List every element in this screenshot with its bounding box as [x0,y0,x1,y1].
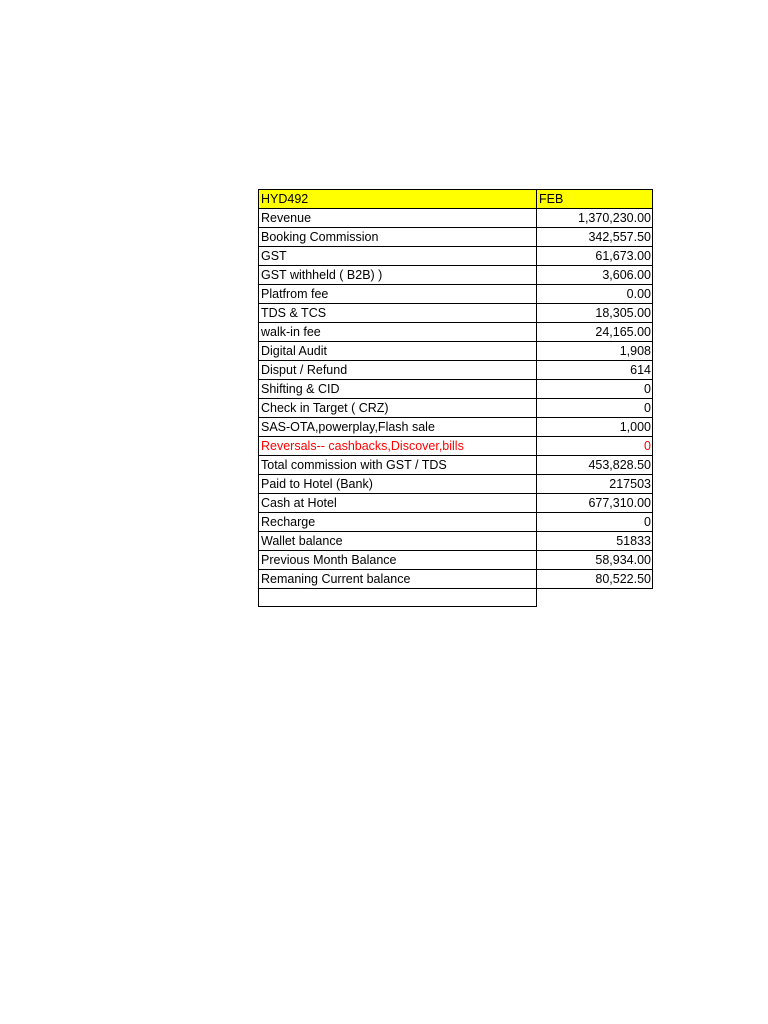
row-label-check-in-target[interactable]: Check in Target ( CRZ) [259,399,537,418]
table-row [259,570,653,589]
row-value-previous-month-balance[interactable]: 58,934.00 [537,551,653,570]
row-label-gst-withheld[interactable]: GST withheld ( B2B) ) [259,266,537,285]
table-row [259,266,653,285]
row-value-total-commission[interactable]: 453,828.50 [537,456,653,475]
row-value-disput-refund[interactable]: 614 [537,361,653,380]
table-row [259,247,653,266]
row-value-shifting-cid[interactable]: 0 [537,380,653,399]
row-value-tds-tcs[interactable]: 18,305.00 [537,304,653,323]
header-label-cell[interactable]: HYD492 [259,190,537,209]
table-row [259,285,653,304]
row-value-reversals[interactable]: 0 [537,437,653,456]
row-label-shifting-cid[interactable]: Shifting & CID [259,380,537,399]
table-row [259,399,653,418]
row-value-check-in-target[interactable]: 0 [537,399,653,418]
row-value-recharge[interactable]: 0 [537,513,653,532]
row-value-paid-to-hotel[interactable]: 217503 [537,475,653,494]
row-label-walk-in-fee[interactable]: walk-in fee [259,323,537,342]
row-label-reversals[interactable]: Reversals-- cashbacks,Discover,bills [259,437,537,456]
table-row [259,532,653,551]
table-row [259,228,653,247]
empty-row [259,589,653,607]
row-label-digital-audit[interactable]: Digital Audit [259,342,537,361]
table-row [259,418,653,437]
table-row [259,456,653,475]
row-value-gst[interactable]: 61,673.00 [537,247,653,266]
row-value-remaining-current-balance[interactable]: 80,522.50 [537,570,653,589]
table-row [259,323,653,342]
row-value-walk-in-fee[interactable]: 24,165.00 [537,323,653,342]
row-value-platform-fee[interactable]: 0.00 [537,285,653,304]
row-label-paid-to-hotel[interactable]: Paid to Hotel (Bank) [259,475,537,494]
table-row [259,304,653,323]
row-value-wallet-balance[interactable]: 51833 [537,532,653,551]
empty-label-cell[interactable] [259,589,537,607]
table-row [259,475,653,494]
table-row [259,551,653,570]
row-value-cash-at-hotel[interactable]: 677,310.00 [537,494,653,513]
row-value-revenue[interactable]: 1,370,230.00 [537,209,653,228]
row-label-cash-at-hotel[interactable]: Cash at Hotel [259,494,537,513]
row-value-booking-commission[interactable]: 342,557.50 [537,228,653,247]
row-label-wallet-balance[interactable]: Wallet balance [259,532,537,551]
row-label-tds-tcs[interactable]: TDS & TCS [259,304,537,323]
row-label-previous-month-balance[interactable]: Previous Month Balance [259,551,537,570]
table-row [259,209,653,228]
header-month-cell[interactable]: FEB [537,190,653,209]
empty-value-cell [537,589,653,607]
row-value-gst-withheld[interactable]: 3,606.00 [537,266,653,285]
table-row [259,494,653,513]
row-label-total-commission[interactable]: Total commission with GST / TDS [259,456,537,475]
row-label-remaining-current-balance[interactable]: Remaning Current balance [259,570,537,589]
row-value-sas-ota[interactable]: 1,000 [537,418,653,437]
table-row [259,361,653,380]
row-label-platform-fee[interactable]: Platfrom fee [259,285,537,304]
row-label-gst[interactable]: GST [259,247,537,266]
table-row [259,342,653,361]
table-row [259,513,653,532]
row-label-revenue[interactable]: Revenue [259,209,537,228]
row-label-recharge[interactable]: Recharge [259,513,537,532]
table-row [259,380,653,399]
table-row [259,437,653,456]
row-value-digital-audit[interactable]: 1,908 [537,342,653,361]
row-label-disput-refund[interactable]: Disput / Refund [259,361,537,380]
row-label-sas-ota[interactable]: SAS-OTA,powerplay,Flash sale [259,418,537,437]
header-row [259,190,653,209]
spreadsheet-table [258,189,653,607]
row-label-booking-commission[interactable]: Booking Commission [259,228,537,247]
